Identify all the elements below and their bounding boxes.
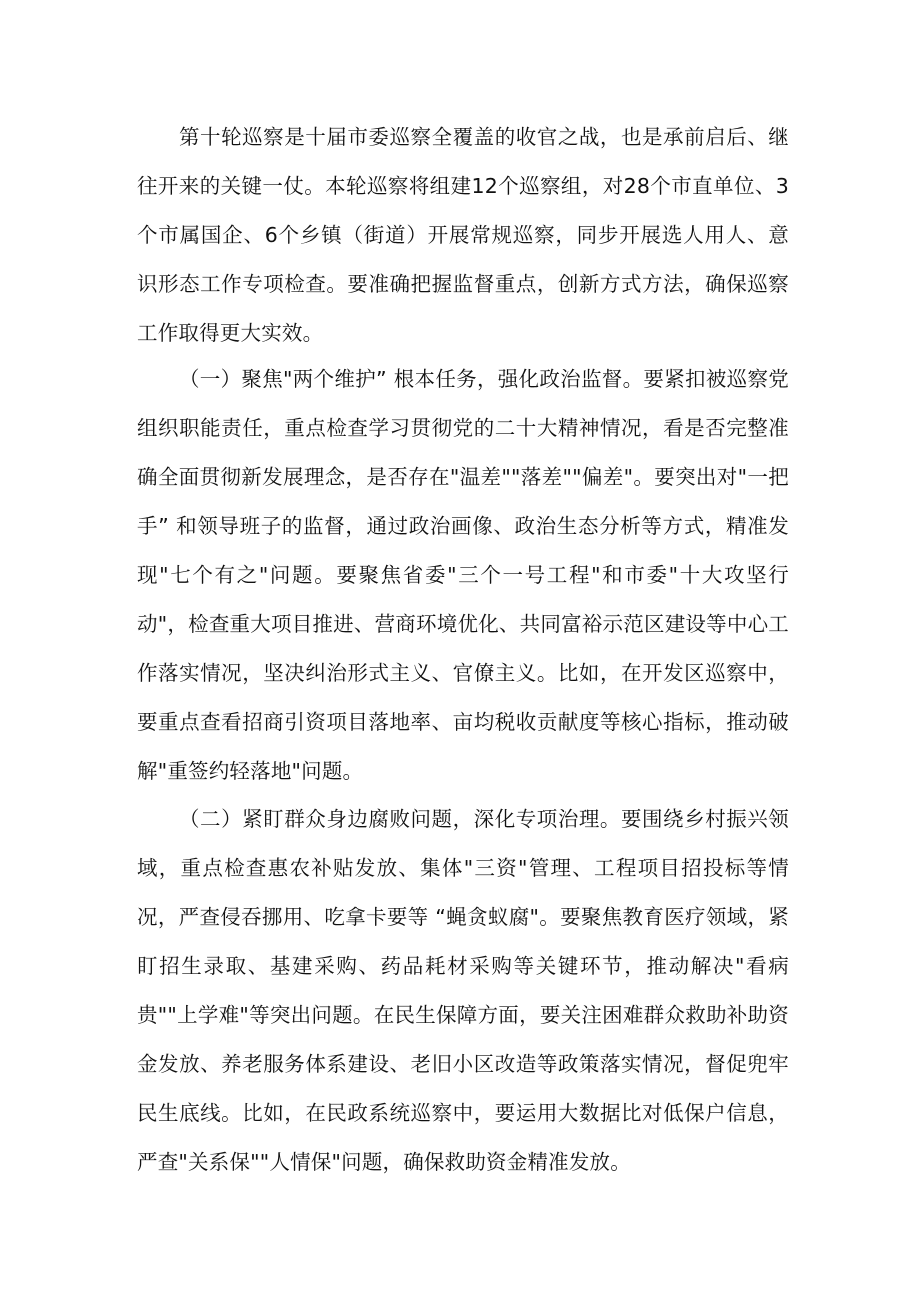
paragraph-intro: 第十轮巡察是十届市委巡察全覆盖的收官之战，也是承前启后、继往开来的关键一仗。本轮巡察将组建12个巡察组，对28个市直单位、3个市属国企、6个乡镇（街道）开展常规巡察，同步开展选人用人、意识形态工作专项检查。要准确把握监督重点，创新方式方法，确保巡察工作取得更大实效。: [137, 125, 789, 345]
paragraph-political-supervision: （一）聚焦"两个维护” 根本任务，强化政治监督。要紧扣被巡察党组织职能责任，重点检查学习贯彻党的二十大精神情况，看是否完整准确全面贯彻新发展理念，是否存在"温差""落差""偏差"。要突出对"一把手” 和领导班子的监督，通过政治画像、政治生态分析等方式，精准发现"七个有之"问题。要聚焦省委"三个一号工程"和市委"十大攻坚行动"，检查重大项目推进、营商环境优化、共同富裕示范区建设等中心工作落实情况，坚决纠治形式主义、官僚主义。比如，在开发区巡察中，要重点查看招商引资项目落地率、亩均税收贡献度等核心指标，推动破解"重签约轻落地"问题。: [137, 367, 789, 783]
paragraph-special-governance: （二）紧盯群众身边腐败问题，深化专项治理。要围绕乡村振兴领域，重点检查惠农补贴发放、集体"三资"管理、工程项目招投标等情况，严查侵吞挪用、吃拿卡要等 “蝇贪蚁腐"。要聚焦教育医疗领域，紧盯招生录取、基建采购、药品耗材采购等关键环节，推动解决"看病贵""上学难"等突出问题。在民生保障方面，要关注困难群众救助补助资金发放、养老服务体系建设、老旧小区改造等政策落实情况，督促兜牢民生底线。比如，在民政系统巡察中，要运用大数据比对低保户信息，严查"关系保""人情保"问题，确保救助资金精准发放。: [137, 807, 789, 1174]
